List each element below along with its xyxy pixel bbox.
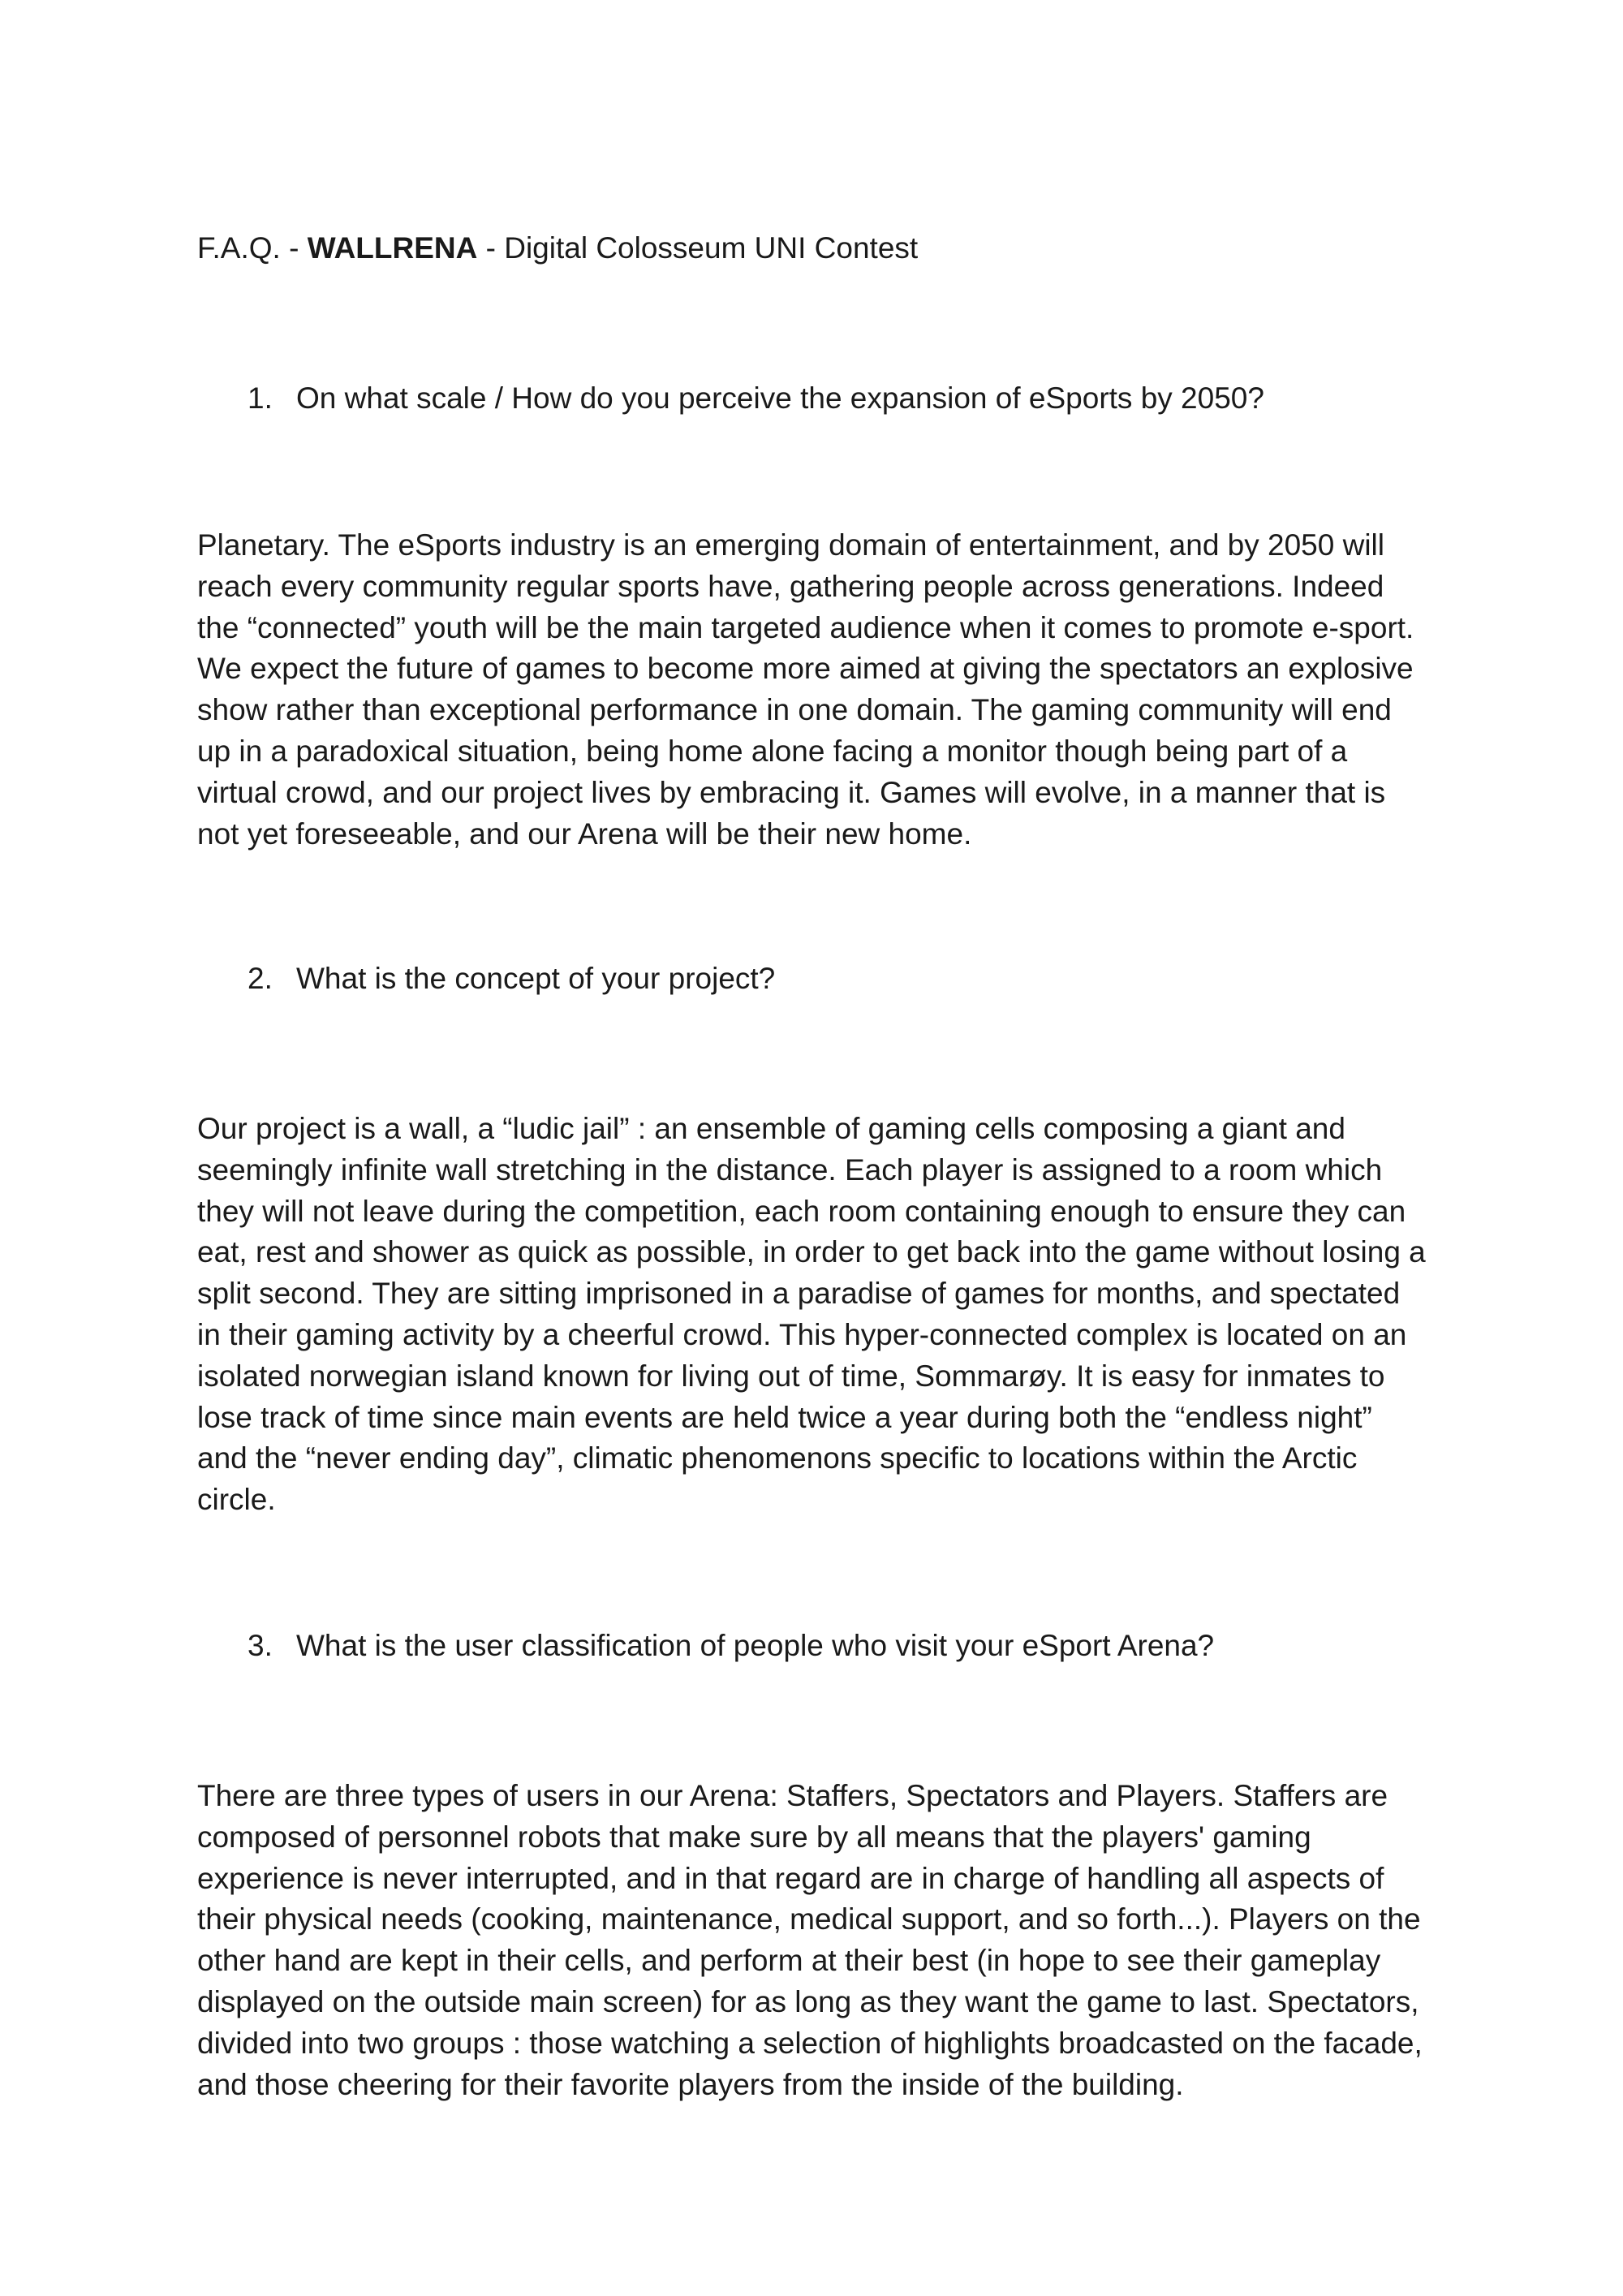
question-text: On what scale / How do you perceive the expansion of eSports by 2050?	[296, 381, 1264, 415]
answer-line: they will not leave during the competition, each room containing enough to ensure they can	[197, 1194, 1406, 1228]
faq-answer-1	[197, 525, 1447, 855]
answer-line: experience is never interrupted, and in that regard are in charge of handling all aspects of	[197, 1861, 1384, 1895]
question-text: What is the concept of your project?	[296, 962, 776, 995]
document-title	[197, 229, 918, 268]
answer-line: lose track of time since main events are held twice a year during both the “endless night”	[197, 1400, 1372, 1434]
answer-line: and those cheering for their favorite players from the inside of the building.	[197, 2067, 1184, 2101]
answer-line: composed of personnel robots that make sure by all means that the players' gaming	[197, 1820, 1311, 1854]
answer-line: circle.	[197, 1483, 276, 1517]
faq-question-1	[248, 379, 1264, 418]
question-text: What is the user classification of people who visit your eSport Arena?	[296, 1629, 1215, 1662]
answer-line: virtual crowd, and our project lives by embracing it. Games will evolve, in a manner that is	[197, 775, 1386, 809]
answer-line: isolated norwegian island known for living out of time, Sommarøy. It is easy for inmates to	[197, 1359, 1385, 1393]
faq-answer-2	[197, 1109, 1447, 1521]
answer-line: the “connected” youth will be the main targeted audience when it comes to promote e-sport.	[197, 610, 1414, 644]
answer-line: divided into two groups : those watching a selection of highlights broadcasted on the facade,	[197, 2026, 1423, 2060]
answer-line: displayed on the outside main screen) for as long as they want the game to last. Spectators,	[197, 1984, 1419, 2018]
answer-line: We expect the future of games to become more aimed at giving the spectators an explosive	[197, 652, 1414, 686]
answer-line: Planetary. The eSports industry is an emerging domain of entertainment, and by 2050 will	[197, 528, 1384, 562]
faq-question-3	[248, 1626, 1214, 1665]
answer-line: Our project is a wall, a “ludic jail” : an ensemble of gaming cells composing a giant and	[197, 1112, 1345, 1145]
faq-question-2	[248, 959, 775, 998]
answer-line: reach every community regular sports have, gathering people across generations. Indeed	[197, 569, 1384, 603]
title-project-name: WALLRENA	[307, 231, 478, 265]
answer-line: seemingly infinite wall stretching in the distance. Each player is assigned to a room which	[197, 1152, 1383, 1187]
question-number: 1.	[248, 381, 273, 415]
answer-line: in their gaming activity by a cheerful crowd. This hyper-connected complex is located on an	[197, 1317, 1407, 1351]
answer-line: eat, rest and shower as quick as possible, in order to get back into the game without losing a	[197, 1235, 1426, 1269]
faq-answer-3	[197, 1776, 1447, 2105]
answer-line: other hand are kept in their cells, and perform at their best (in hope to see their gameplay	[197, 1944, 1381, 1978]
question-number: 3.	[248, 1629, 273, 1662]
title-prefix: F.A.Q. -	[197, 231, 308, 265]
answer-line: their physical needs (cooking, maintenance, medical support, and so forth...). Players on the	[197, 1902, 1421, 1936]
answer-line: not yet foreseeable, and our Arena will be their new home.	[197, 816, 972, 851]
answer-line: and the “never ending day”, climatic phenomenons specific to locations within the Arctic	[197, 1441, 1358, 1475]
answer-line: up in a paradoxical situation, being home alone facing a monitor though being part of a	[197, 734, 1348, 768]
question-number: 2.	[248, 962, 273, 995]
title-suffix: - Digital Colosseum UNI Contest	[477, 231, 919, 265]
answer-line: show rather than exceptional performance in one domain. The gaming community will end	[197, 693, 1392, 727]
answer-line: split second. They are sitting imprisoned in a paradise of games for months, and spectated	[197, 1277, 1401, 1311]
answer-line: There are three types of users in our Arena: Staffers, Spectators and Players. Staffers are	[197, 1779, 1388, 1812]
